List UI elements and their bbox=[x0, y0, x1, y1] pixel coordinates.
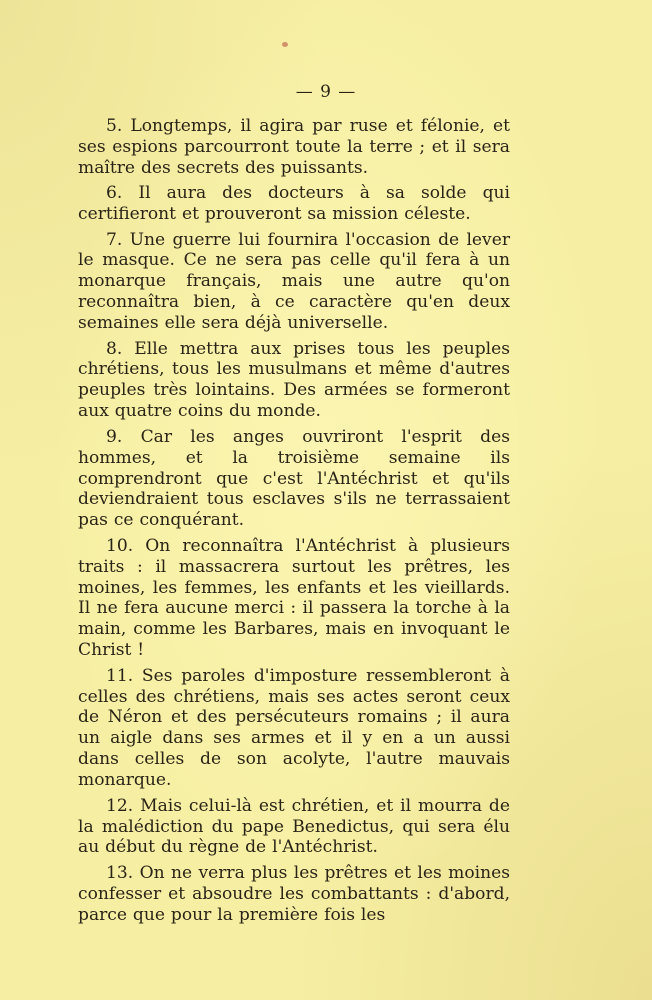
paragraph-5: 5. Longtemps, il agira par ruse et félonie, et ses espions parcourront toute la terre ; et il sera maître des secrets des puissants. bbox=[78, 116, 510, 178]
paragraph-6: 6. Il aura des docteurs à sa solde qui certifieront et prouveront sa mission céleste. bbox=[78, 183, 510, 225]
ink-speck bbox=[282, 42, 288, 47]
page-number: — 9 — bbox=[295, 82, 357, 102]
paragraph-7: 7. Une guerre lui fournira l'occasion de lever le masque. Ce ne sera pas celle qu'il fera à un monarque français, mais une autre qu'on reconnaîtra bien, à ce caractère qu'en deux semaines elle sera déjà universelle. bbox=[78, 229, 510, 334]
paragraph-12: 12. Mais celui-là est chrétien, et il mourra de la malédiction du pape Benedictus, qui sera élu au début du règne de l'Antéchrist. bbox=[78, 795, 510, 858]
paragraph-9: 9. Car les anges ouvriront l'esprit des hommes, et la troisième semaine ils comprendront que c'est l'Antéchrist et qu'ils deviendraient tous esclaves s'ils ne terrassaient pas ce conquérant. bbox=[78, 426, 510, 531]
body-text bbox=[78, 116, 510, 926]
paragraph-10: 10. On reconnaîtra l'Antéchrist à plusieurs traits : il massacrera surtout les prêtres, les moines, les femmes, les enfants et les vieillards. Il ne fera aucune merci : il passera la torche à la main, comme les Barbares, mais en invoquant le Christ ! bbox=[78, 535, 510, 661]
paragraph-13: 13. On ne verra plus les prêtres et les moines confesser et absoudre les combattants : d'abord, parce que pour la première fois les bbox=[78, 862, 510, 925]
paragraph-8: 8. Elle mettra aux prises tous les peuples chrétiens, tous les musulmans et même d'autres peuples très lointains. Des armées se formeront aux quatre coins du monde. bbox=[78, 338, 510, 422]
paragraph-11: 11. Ses paroles d'imposture ressembleront à celles des chrétiens, mais ses actes seront ceux de Néron et des persécuteurs romains ; il aura un aigle dans ses armes et il y en a un aussi dans celles de son acolyte, l'autre mauvais monarque. bbox=[78, 665, 510, 791]
